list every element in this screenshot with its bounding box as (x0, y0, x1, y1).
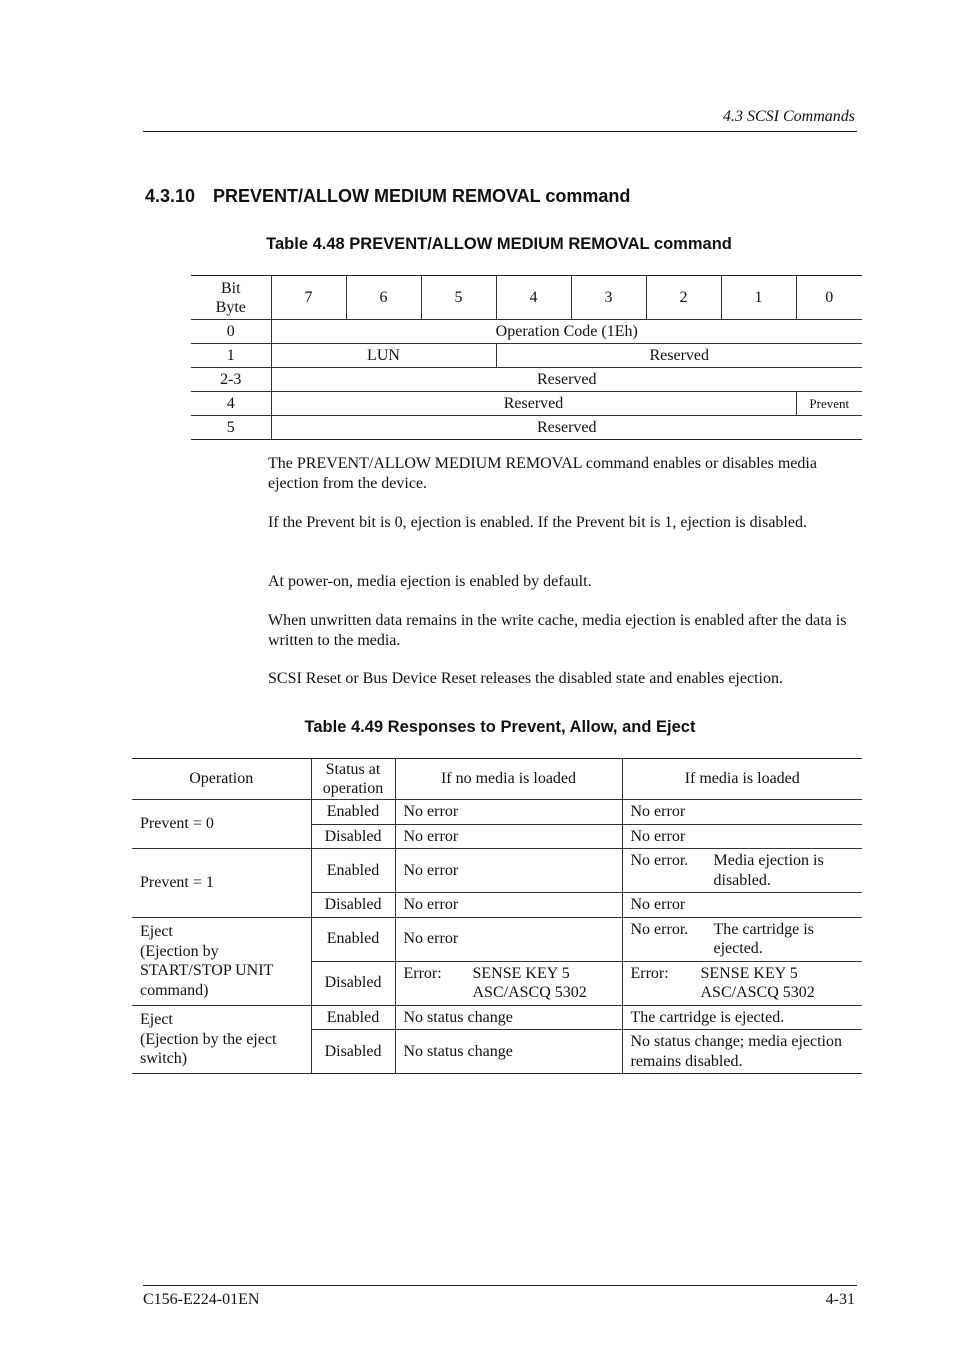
operation-line: (Ejection by (140, 942, 219, 960)
operation-line: switch) (140, 1050, 188, 1067)
media-cell: No error (622, 824, 862, 849)
media-cell (622, 917, 862, 961)
paragraph-prevent-bit: If the Prevent bit is 0, ejection is enabled. If the Prevent bit is 1, ejection is disabled. (268, 514, 807, 531)
bit-byte-corner (191, 276, 271, 320)
operation-prevent-1: Prevent = 1 (132, 849, 311, 918)
status-cell: Disabled (311, 961, 395, 1005)
error-label: Error: (630, 964, 669, 982)
paragraph-power-on: At power-on, media ejection is enabled by default. (268, 573, 592, 590)
sense-key: SENSE KEY 5 (472, 964, 570, 982)
cdb-row-2-3 (191, 368, 862, 392)
paragraph-description: The PREVENT/ALLOW MEDIUM REMOVAL command enables or disables media ejection from the device. (268, 455, 817, 492)
no-media-cell: No status change (395, 1030, 622, 1074)
status-cell: Enabled (311, 800, 395, 825)
table-row (132, 917, 862, 961)
media-cell (622, 961, 862, 1005)
byte-number: 5 (191, 416, 271, 440)
media-cell: The cartridge is ejected. (622, 1005, 862, 1030)
no-media-cell: No error (395, 800, 622, 825)
responses-table (132, 758, 862, 1074)
reserved-cell: Reserved (271, 416, 862, 440)
status-cell: Disabled (311, 1030, 395, 1074)
error-detail (701, 964, 855, 1003)
table-row (132, 800, 862, 825)
paragraph-write-cache: When unwritten data remains in the write cache, media ejection is enabled after the data is written to the media. (268, 612, 847, 649)
section-heading (145, 186, 630, 207)
running-header: 4.3 SCSI Commands (722, 108, 855, 125)
page-number: 4-31 (825, 1291, 855, 1308)
table-48-caption: Table 4.48 PREVENT/ALLOW MEDIUM REMOVAL command (266, 235, 732, 253)
bit-label: Bit (220, 279, 241, 297)
status-cell: Disabled (311, 893, 395, 918)
no-media-cell: No status change (395, 1005, 622, 1030)
status-cell: Enabled (311, 1005, 395, 1030)
bit-7: 7 (271, 276, 346, 320)
header-status-line1: Status at (325, 760, 381, 778)
error-label: Error: (403, 964, 442, 982)
operation-line: START/STOP UNIT (140, 962, 274, 979)
operation-prevent-0: Prevent = 0 (132, 800, 311, 849)
section-number: 4.3.10 (145, 186, 196, 206)
no-media-cell: No error (395, 893, 622, 918)
no-media-cell: No error (395, 917, 622, 961)
operation-line: Eject (140, 1011, 173, 1028)
reserved-cell: Reserved (496, 344, 862, 368)
media-cell (622, 849, 862, 893)
header-status (311, 759, 395, 800)
operation-line: command) (140, 981, 209, 999)
prevent-bit-cell: Prevent (796, 392, 862, 416)
sense-key: SENSE KEY 5 (700, 964, 798, 982)
bit-2: 2 (646, 276, 721, 320)
error-response (631, 964, 855, 1003)
bit-3: 3 (571, 276, 646, 320)
cdb-row-0 (191, 320, 862, 344)
byte-label: Byte (215, 298, 246, 316)
media-cell: No error (622, 893, 862, 918)
footer-rule (143, 1285, 857, 1286)
cdb-row-5 (191, 416, 862, 440)
no-media-cell: No error (395, 824, 622, 849)
status-cell: Enabled (311, 849, 395, 893)
header-rule (143, 131, 857, 132)
reserved-cell: Reserved (271, 392, 796, 416)
operation-eject-command (132, 917, 311, 1005)
responses-header-row (132, 759, 862, 800)
byte-number: 4 (191, 392, 271, 416)
status-cell: Enabled (311, 917, 395, 961)
media-cell: No error (622, 800, 862, 825)
table-49-caption: Table 4.49 Responses to Prevent, Allow, and Eject (304, 718, 696, 736)
operation-line: Eject (140, 923, 173, 940)
cdb-row-1 (191, 344, 862, 368)
status-cell: Disabled (311, 824, 395, 849)
bit-1: 1 (721, 276, 796, 320)
reserved-cell: Reserved (271, 368, 862, 392)
cdb-table (191, 275, 862, 440)
response-code: No error. (630, 852, 689, 869)
cdb-row-4 (191, 392, 862, 416)
bit-0: 0 (796, 276, 862, 320)
header-status-line2: operation (322, 780, 384, 797)
no-media-cell: No error (395, 849, 622, 893)
paragraph-reset: SCSI Reset or Bus Device Reset releases the disabled state and enables ejection. (268, 670, 783, 687)
byte-number: 0 (191, 320, 271, 344)
media-response (631, 851, 855, 890)
response-detail: The cartridge is ejected. (713, 920, 814, 957)
bit-5: 5 (421, 276, 496, 320)
table-row (132, 1005, 862, 1030)
cdb-header-row (191, 276, 862, 320)
asc-ascq: ASC/ASCQ 5302 (700, 984, 815, 1001)
lun-cell: LUN (271, 344, 496, 368)
byte-number: 2-3 (191, 368, 271, 392)
operation-line: (Ejection by the eject (140, 1030, 277, 1048)
operation-eject-switch (132, 1005, 311, 1074)
no-media-cell (395, 961, 622, 1005)
operation-code-cell: Operation Code (1Eh) (271, 320, 862, 344)
error-response (404, 964, 614, 1003)
response-detail: Media ejection is disabled. (713, 852, 824, 889)
section-title-text: PREVENT/ALLOW MEDIUM REMOVAL command (213, 186, 631, 206)
document-id: C156-E224-01EN (143, 1291, 260, 1308)
media-cell: No status change; media ejection remains disabled. (622, 1030, 862, 1074)
media-response (631, 920, 855, 959)
header-media: If media is loaded (622, 759, 862, 800)
bit-4: 4 (496, 276, 571, 320)
error-detail (473, 964, 614, 1003)
response-code: No error. (630, 920, 689, 938)
byte-number: 1 (191, 344, 271, 368)
asc-ascq: ASC/ASCQ 5302 (472, 984, 587, 1001)
table-row (132, 849, 862, 893)
bit-6: 6 (346, 276, 421, 320)
header-no-media: If no media is loaded (395, 759, 622, 800)
header-operation: Operation (132, 759, 311, 800)
